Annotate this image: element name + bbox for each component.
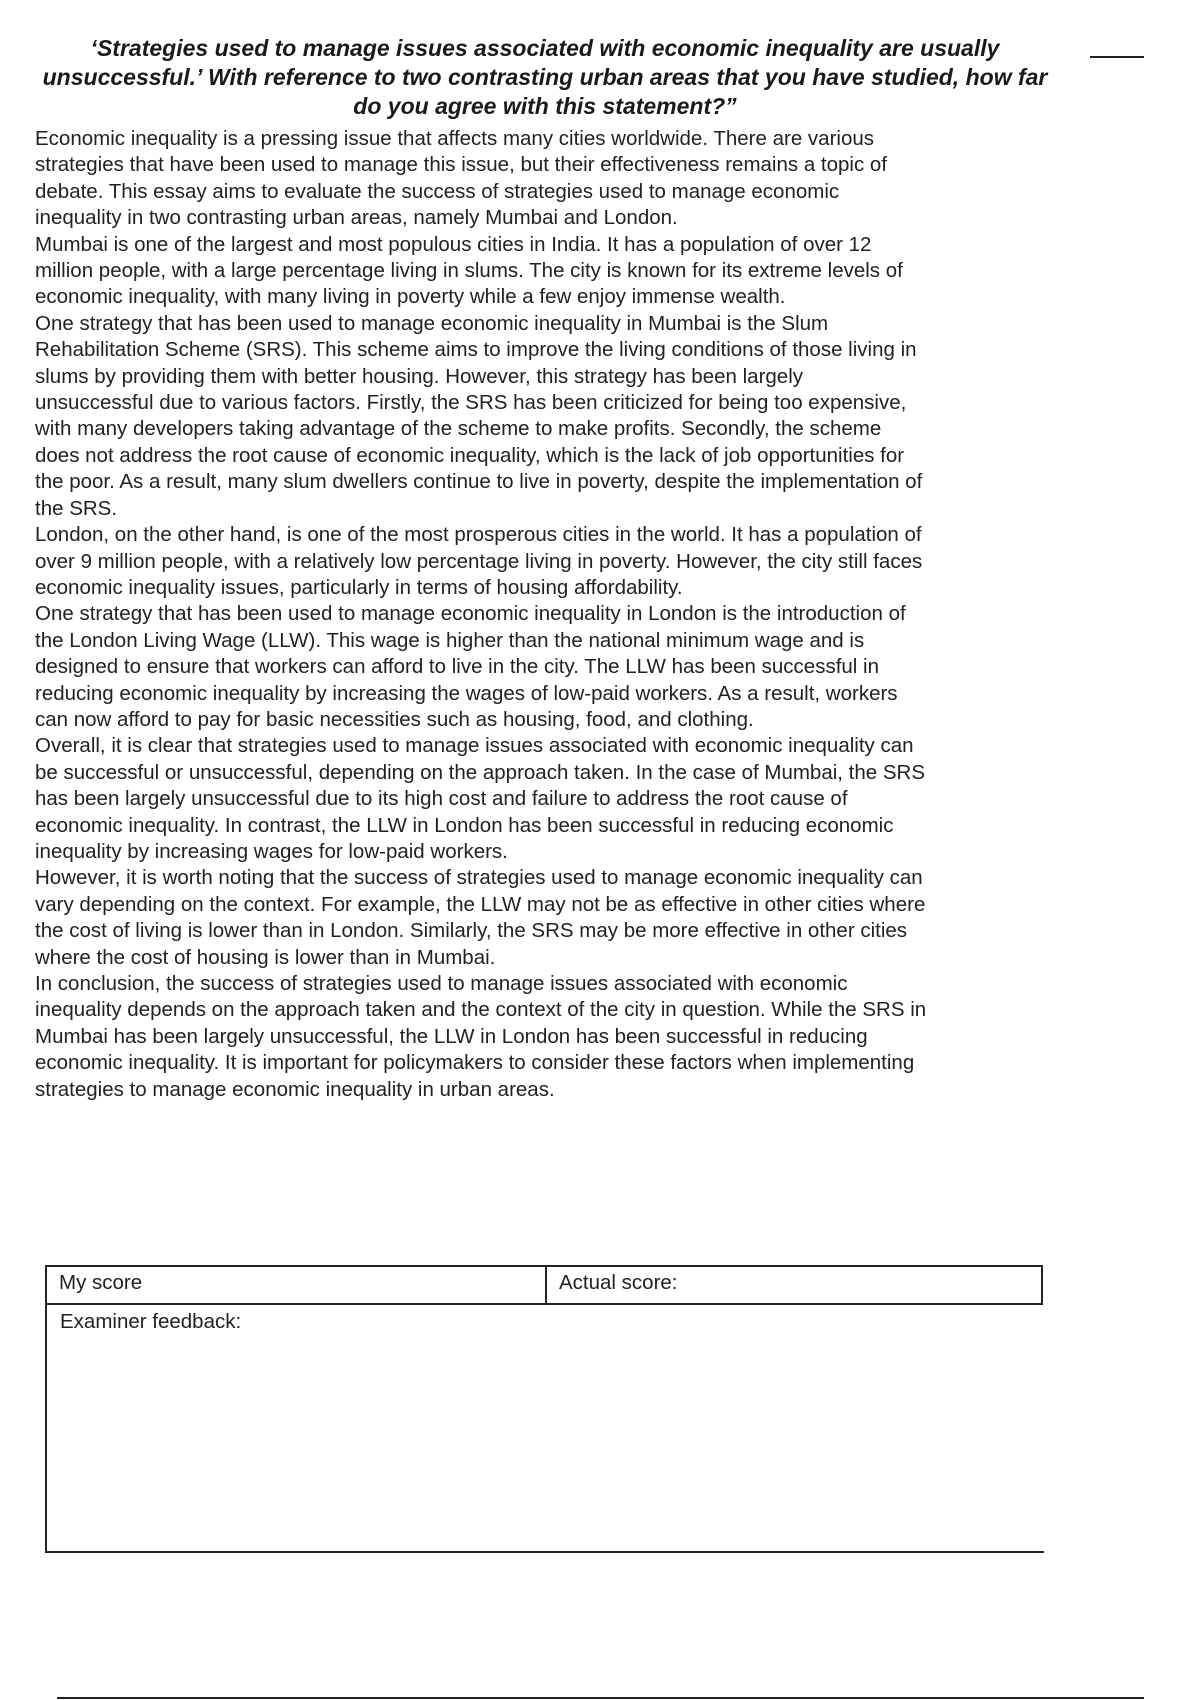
essay-paragraph: One strategy that has been used to manage economic inequality in London is the introduction of the London Living Wage (LLW). This wage is higher than the national minimum wage and is designed to ensure that workers can afford to live in the city. The LLW has been successful in reducing economic inequality by increasing the wages of low-paid workers. As a result, workers can now afford to pay for basic necessities such as housing, food, and clothing. xyxy=(35,602,906,731)
score-table xyxy=(45,1265,1043,1305)
essay-paragraph: London, on the other hand, is one of the most prosperous cities in the world. It has a population of over 9 million people, with a relatively low percentage living in poverty. However, the city still faces economic inequality issues, particularly in terms of housing affordability. xyxy=(35,523,923,599)
top-right-rule xyxy=(1090,56,1144,58)
essay-paragraph: One strategy that has been used to manage economic inequality in Mumbai is the Slum Rehabilitation Scheme (SRS). This scheme aims to improve the living conditions of those living in slums by providing them with better housing. However, this strategy has been largely unsuccessful due to various factors. Firstly, the SRS has been criticized for being too expensive, with many developers taking advantage of the scheme to make profits. Secondly, the scheme does not address the root cause of economic inequality, which is the lack of job opportunities for the poor. As a result, many slum dwellers continue to live in poverty, despite the implementation of the SRS. xyxy=(35,311,923,520)
essay-paragraph: Economic inequality is a pressing issue that affects many cities worldwide. There are various strategies that have been used to manage this issue, but their effectiveness remains a topic of debate. This essay aims to evaluate the success of strategies used to manage economic inequality in two contrasting urban areas, namely Mumbai and London. xyxy=(35,127,888,230)
my-score-cell[interactable] xyxy=(47,1267,547,1303)
my-score-label: My score xyxy=(59,1271,143,1294)
examiner-feedback-box[interactable] xyxy=(45,1303,1044,1553)
essay-paragraph: In conclusion, the success of strategies used to manage issues associated with economic inequality depends on the approach taken and the context of the city in question. While the SRS in Mumbai has been largely unsuccessful, the LLW in London has been successful in reducing economic inequality. It is important for policymakers to consider these factors when implementing strategies to manage economic inequality in urban areas. xyxy=(35,972,927,1101)
essay-question: ‘Strategies used to manage issues associated with economic inequality are usually unsuccessful.’ With reference to two contrasting urban areas that you have studied, how far do you agree with this statement?” xyxy=(42,35,1048,119)
essay-paragraph: Mumbai is one of the largest and most populous cities in India. It has a population of over 12 million people, with a large percentage living in slums. The city is known for its extreme levels of economic inequality, with many living in poverty while a few enjoy immense wealth. xyxy=(35,232,903,309)
essay-body xyxy=(35,126,927,1263)
actual-score-cell[interactable] xyxy=(547,1267,1041,1303)
essay-paragraph: Overall, it is clear that strategies used to manage issues associated with economic inequality can be successful or unsuccessful, depending on the approach taken. In the case of Mumbai, the SRS has been largely unsuccessful due to its high cost and failure to address the root cause of economic inequality. In contrast, the LLW in London has been successful in reducing economic inequality by increasing wages for low-paid workers. xyxy=(35,734,926,863)
actual-score-label: Actual score: xyxy=(559,1271,678,1294)
bottom-rule xyxy=(57,1697,1144,1699)
examiner-feedback-label: Examiner feedback: xyxy=(60,1310,242,1333)
essay-paragraph: However, it is worth noting that the success of strategies used to manage economic inequality can vary depending on the context. For example, the LLW may not be as effective in other cities where the cost of living is lower than in London. Similarly, the SRS may be more effective in other cities where the cost of housing is lower than in Mumbai. xyxy=(35,866,926,969)
